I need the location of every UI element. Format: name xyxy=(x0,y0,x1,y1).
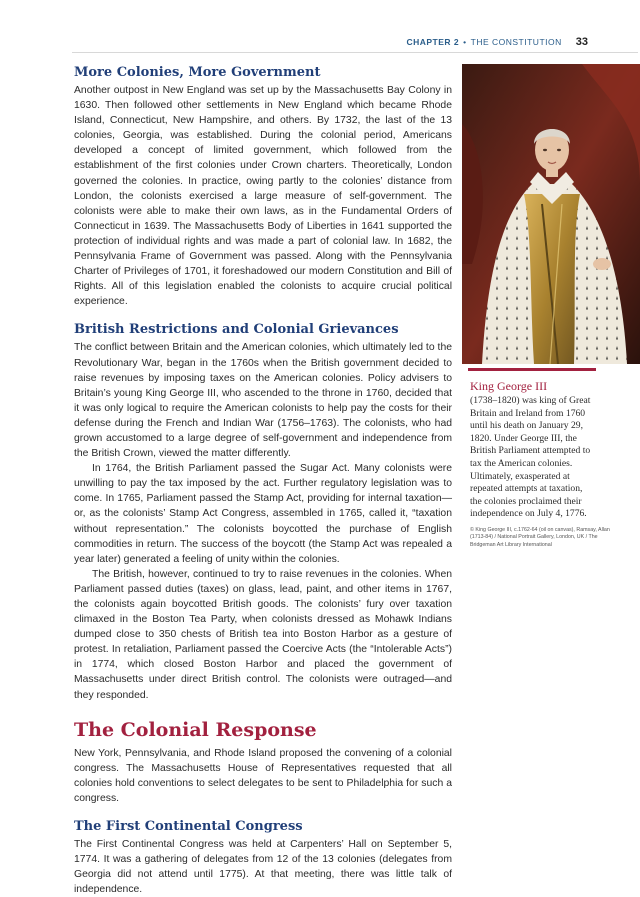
heading-british-restrictions: British Restrictions and Colonial Grievances xyxy=(74,322,399,338)
chapter-title: THE CONSTITUTION xyxy=(470,37,562,47)
king-george-portrait xyxy=(462,64,640,364)
header-rule xyxy=(72,52,638,53)
main-column xyxy=(74,64,452,897)
bullet-separator: • xyxy=(463,37,467,47)
page-number: 33 xyxy=(575,36,588,48)
paragraph-british-restrictions-1: The conflict between Britain and the American colonies, which ultimately led to the Revolutionary War, began in the 1760s when the British government decided to raise revenues by imposing taxes on the American colonies. Policy advisers to Britain’s young King George III, who ascended to the throne in 1760, decided that it was only logical to require the American colonists to help pay the costs for their defense during the French and Indian War (1756–1763). The colonists, who had grown accustomed to a large degree of self-government and independence from the British Crown, viewed the matter differently. xyxy=(74,342,452,460)
paragraph-colonial-response: New York, Pennsylvania, and Rhode Island proposed the convening of a colonial congress. The Massachusetts House of Representatives requested that all colonies hold conventions to select delegates to be sent to Philadelphia for such a congress. xyxy=(74,747,452,804)
running-head xyxy=(406,36,588,48)
caption-rule xyxy=(468,368,596,371)
heading-colonial-response: The Colonial Response xyxy=(74,718,317,741)
heading-more-colonies: More Colonies, More Government xyxy=(74,65,321,80)
chapter-label: CHAPTER 2 xyxy=(406,37,460,47)
paragraph-british-restrictions-2: In 1764, the British Parliament passed the Sugar Act. Many colonists were unwilling to pay the tax imposed by the act. Further regulatory legislation was to come. In 1765, Parliament passed the Stamp Act, providing for internal taxation—or, as the colonists’ Stamp Act Congress, assembled in 1765, called it, “taxation without representation.” The colonists boycotted the purchase of English commodities in return. The success of the boycott (the Stamp Act was repealed a year later) generated a feeling of unity within the colonies. xyxy=(74,463,452,565)
image-credit: © King George III, c.1762-64 (oil on canvas), Ramsay, Allan (1713-84) / National Portrait Gallery, London, UK / The Bridgeman Art Library International xyxy=(470,526,610,548)
paragraph-first-congress: The First Continental Congress was held at Carpenters’ Hall on September 5, 1774. It was a gathering of delegates from 12 of the 13 colonies (delegates from Georgia did not attend until 1775). At that meeting, there was little talk of independence. xyxy=(74,839,452,896)
paragraph-british-restrictions-3: The British, however, continued to try to raise revenues in the colonies. When Parliament passed duties (taxes) on glass, lead, paint, and other items in 1767, the colonists again boycotted British goods. The colonists’ fury over taxation climaxed in the Boston Tea Party, when colonists dressed as Mohawk Indians dumped close to 350 chests of British tea into Boston Harbor as a gesture of protest. In retaliation, Parliament passed the Coercive Acts (the “Intolerable Acts”) in 1774, which closed Boston Harbor and placed the government of Massachusetts under direct British control. The colonists were outraged—and they responded. xyxy=(74,568,452,701)
caption-text: (1738–1820) was king of Great Britain and Ireland from 1760 until his death on January 29, 1820. Under George III, the British Parliament attempted to tax the American colonies. Ultimately, exasperated at repeated attempts at taxation, the colonies proclaimed their independence on July 4, 1776. xyxy=(470,395,591,520)
paragraph-more-colonies: Another outpost in New England was set up by the Massachusetts Bay Colony in 1630. Then followed other settlements in New England which became Rhode Island, Connecticut, New Hampshire, and others. By 1732, the last of the 13 colonies, Georgia, was established. During the colonial period, Americans developed a concept of limited government, which followed from the establishment of the first colonies under Crown charters. Theoretically, London governed the colonies. In practice, owing partly to the colonies’ distance from London, the colonists exercised a large measure of self-government. The colonists were able to make their own laws, as in the Fundamental Orders of Connecticut in 1639. The Massachusetts Body of Liberties in 1641 supported the protection of individual rights and was made a part of colonial law. In 1682, the Pennsylvania Frame of Government was passed. Along with the Pennsylvania Charter of Privileges of 1701, it foreshadowed our modern Constitution and Bill of Rights. All of this legislation enabled the colonists to acquire crucial political experience. xyxy=(74,85,452,308)
image-caption xyxy=(470,379,594,521)
caption-title: King George III xyxy=(470,379,548,393)
heading-first-congress: The First Continental Congress xyxy=(74,819,303,835)
sidebar xyxy=(462,64,640,549)
